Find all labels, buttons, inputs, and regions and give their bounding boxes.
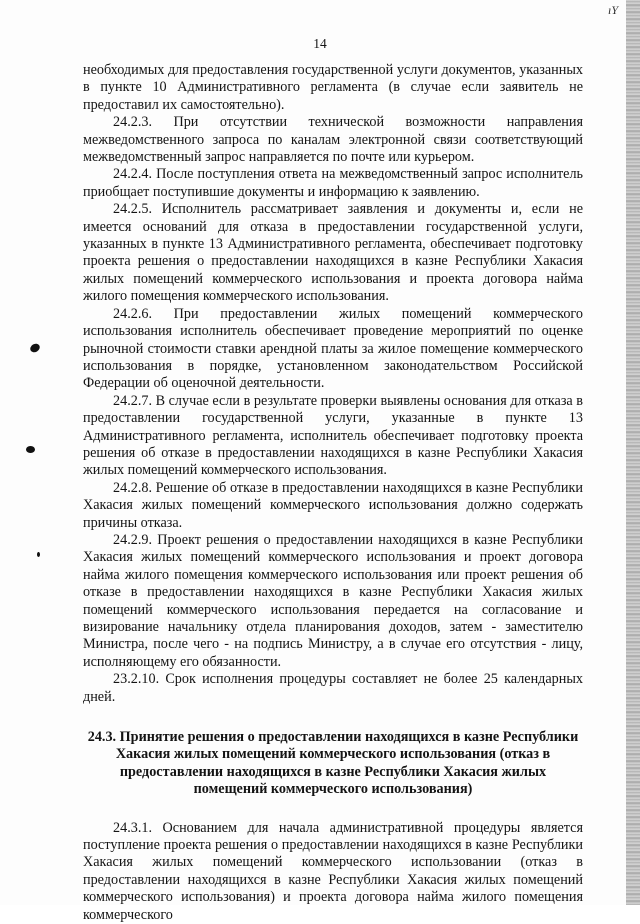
section-heading: 24.3. Принятие решения о предоставлении находящихся в казне Республики Хакасия жилых помещений коммерческого использования (отказ в предоставлении находящихся в казне Республики Хакасия жилых помещений коммерческого использования) (87, 729, 579, 798)
paragraph: 24.2.4. После поступления ответа на межведомственный запрос исполнитель приобщает поступившие документы и информацию к заявлению. (83, 166, 583, 200)
paragraph: 24.2.8. Решение об отказе в предоставлении находящихся в казне Республики Хакасия жилых помещений коммерческого использования должно содержать причины отказа. (83, 479, 583, 531)
paragraph: 24.2.9. Проект решения о предоставлении находящихся в казне Республики Хакасия жилых помещений коммерческого использования и проект договора найма жилого помещения коммерческого использования или проект решения об отказе в предоставлении находящихся в казне Республики Хакасия жилых помещений коммерческого использования передается на согласование и визирование начальнику отдела планирования доходов, затем - заместителю Министра, после чего - на подпись Министру, а в случае его отсутствия - лицу, исполняющему его обязанности. (83, 531, 583, 670)
scan-spot (37, 552, 40, 557)
page-number: 14 (313, 36, 327, 51)
paragraph: 24.2.3. При отсутствии технической возможности направления межведомственного запроса по каналам электронной связи соответствующий межведомственный запрос направляется по почте или курьером. (83, 114, 583, 166)
scan-spot (26, 446, 35, 453)
scan-edge-artifact (626, 0, 640, 905)
document-body (83, 62, 583, 924)
scan-spot (29, 342, 42, 354)
corner-handwritten-mark: ıY (607, 3, 618, 17)
paragraph: 23.2.10. Срок исполнения процедуры составляет не более 25 календарных дней. (83, 671, 583, 705)
paragraph: 24.3.1. Основанием для начала административной процедуры является поступление проекта решения о предоставлении находящихся в казне Республики Хакасия жилых помещений коммерческого использовании (отказ в предоставлении находящихся в казне Республики Хакасия жилых помещений коммерческого использования) и проекта договора найма жилого помещения коммерческого (83, 819, 583, 923)
paragraph: необходимых для предоставления государственной услуги документов, указанных в пункте 10 Административного регламента (в случае если заявитель не предоставил их самостоятельно). (83, 62, 583, 113)
paragraph: 24.2.7. В случае если в результате проверки выявлены основания для отказа в предоставлении государственной услуги, указанные в пункте 13 Административного регламента, исполнитель обеспечивает подготовку проекта решения об отказе в предоставлении находящихся в казне Республики Хакасия жилых помещений коммерческого использования. (83, 392, 583, 479)
paragraph: 24.2.6. При предоставлении жилых помещений коммерческого использования исполнитель обеспечивает проведение мероприятий по оценке рыночной стоимости ставки арендной платы за жилое помещение коммерческого использования в порядке, установленном законодательством Российской Федерации об оценочной деятельности. (83, 305, 583, 392)
paragraph: 24.2.5. Исполнитель рассматривает заявления и документы и, если не имеется оснований для отказа в предоставлении государственной услуги, указанных в пункте 13 Административного регламента, обеспечивает подготовку проекта решения о предоставлении находящихся в казне Республики Хакасия жилых помещений коммерческого использования и проекта договора найма жилого помещения коммерческого использования. (83, 201, 583, 305)
